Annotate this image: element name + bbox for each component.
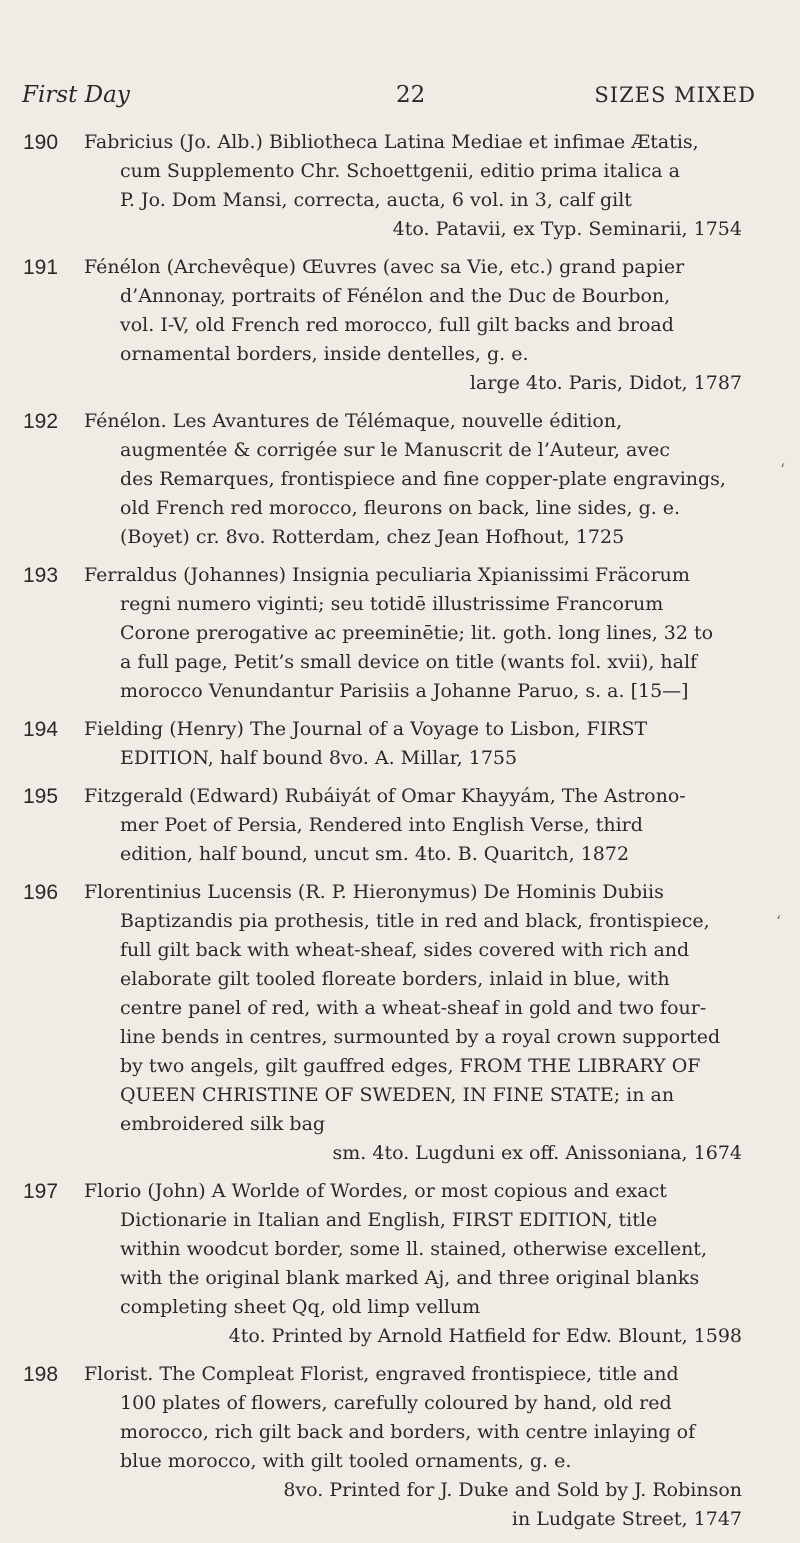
entry-line: Corone prerogative ac preeminētie; lit. goth. long lines, 32 to (120, 622, 714, 644)
lot-number: 196 (23, 881, 59, 904)
entry-line: a full page, Petit’s small device on title (wants fol. xvii), half (120, 651, 698, 673)
entry-line: Dictionarie in Italian and English, FIRST EDITION, title (120, 1209, 658, 1231)
entry-line: d’Annonay, portraits of Fénélon and the Duc de Bourbon, (120, 285, 671, 307)
entry-imprint: morocco Venundantur Parisiis a Johanne Paruo, s. a. [15—] (120, 680, 689, 702)
entry-text (84, 128, 742, 244)
entry-line: P. Jo. Dom Mansi, correcta, aucta, 6 vol. in 3, calf gilt (120, 189, 632, 211)
catalogue-entry (0, 128, 800, 244)
entry-line: Florist. The Compleat Florist, engraved frontispiece, title and (84, 1363, 679, 1385)
entry-line: full gilt back with wheat-sheaf, sides covered with rich and (120, 939, 690, 961)
entry-line: ornamental borders, inside dentelles, g. e. (120, 343, 529, 365)
entry-line: cum Supplemento Chr. Schoettgenii, editio prima italica a (120, 160, 680, 182)
entry-imprint: EDITION, half bound 8vo. A. Millar, 1755 (120, 747, 518, 769)
page-number: 22 (396, 82, 426, 108)
catalogue-entry (0, 1177, 800, 1351)
catalogue-entry (0, 1360, 800, 1534)
catalogue-entry (0, 715, 800, 773)
entry-line: centre panel of red, with a wheat-sheaf in gold and two four- (120, 997, 707, 1019)
entry-line: Fitzgerald (Edward) Rubáiyát of Omar Khayyám, The Astrono- (84, 785, 686, 807)
entry-line: old French red morocco, fleurons on back, line sides, g. e. (120, 497, 681, 519)
entry-line: Fénélon (Archevêque) Œuvres (avec sa Vie, etc.) grand papier (84, 256, 685, 278)
entry-line: augmentée & corrigée sur le Manuscrit de l’Auteur, avec (120, 439, 670, 461)
entry-line: line bends in centres, surmounted by a royal crown supported (120, 1026, 721, 1048)
entry-line: Fabricius (Jo. Alb.) Bibliotheca Latina Mediae et infimae Ætatis, (84, 131, 699, 153)
catalogue-entry (0, 878, 800, 1168)
entry-text (84, 253, 742, 398)
entry-text (84, 561, 742, 706)
lot-number: 198 (23, 1363, 59, 1386)
entry-line: regni numero viginti; seu totidē illustrissime Francorum (120, 593, 664, 615)
entry-imprint: large 4to. Paris, Didot, 1787 (469, 372, 742, 394)
entry-line: QUEEN CHRISTINE OF SWEDEN, IN FINE STATE; in an (120, 1084, 675, 1106)
entry-line: mer Poet of Persia, Rendered into English Verse, third (120, 814, 643, 836)
entry-imprint: edition, half bound, uncut sm. 4to. B. Quaritch, 1872 (120, 843, 630, 865)
entry-line: Florentinius Lucensis (R. P. Hieronymus) De Hominis Dubiis (84, 881, 664, 903)
entry-line: completing sheet Qq, old limp vellum (120, 1296, 481, 1318)
entry-line: blue morocco, with gilt tooled ornaments, g. e. (120, 1450, 572, 1472)
entry-line: with the original blank marked Aj, and three original blanks (120, 1267, 700, 1289)
lot-number: 191 (23, 256, 59, 279)
entry-imprint: 8vo. Printed for J. Duke and Sold by J. Robinson (283, 1479, 742, 1501)
catalogue-entry (0, 253, 800, 398)
entry-line: Fielding (Henry) The Journal of a Voyage to Lisbon, FIRST (84, 718, 648, 740)
entry-imprint: (Boyet) cr. 8vo. Rotterdam, chez Jean Hofhout, 1725 (120, 526, 625, 548)
entry-line: Florio (John) A Worlde of Wordes, or most copious and exact (84, 1180, 667, 1202)
lot-number: 197 (23, 1180, 59, 1203)
entry-text (84, 1177, 742, 1351)
entry-line: Baptizandis pia prothesis, title in red and black, frontispiece, (120, 910, 710, 932)
entry-text (84, 878, 742, 1168)
entry-text (84, 715, 742, 773)
entry-imprint: sm. 4to. Lugduni ex off. Anissoniana, 1674 (332, 1142, 742, 1164)
entry-line: Ferraldus (Johannes) Insignia peculiaria Xpianissimi Fräcorum (84, 564, 690, 586)
entry-line: morocco, rich gilt back and borders, with centre inlaying of (120, 1421, 696, 1443)
header-section: SIZES MIXED (594, 83, 756, 107)
entry-imprint: in Ludgate Street, 1747 (511, 1508, 742, 1530)
lot-number: 192 (23, 410, 59, 433)
entry-text (84, 407, 742, 552)
catalogue-entry (0, 561, 800, 706)
entry-line: Fénélon. Les Avantures de Télémaque, nouvelle édition, (84, 410, 623, 432)
entry-imprint: 4to. Printed by Arnold Hatfield for Edw. Blount, 1598 (228, 1325, 742, 1347)
lot-number: 190 (23, 131, 59, 154)
catalogue-entry (0, 782, 800, 869)
entry-line: 100 plates of flowers, carefully coloured by hand, old red (120, 1392, 672, 1414)
entry-line: embroidered silk bag (120, 1113, 326, 1135)
entries-list (0, 128, 800, 1543)
entry-imprint: 4to. Patavii, ex Typ. Seminarii, 1754 (392, 218, 742, 240)
entry-line: by two angels, gilt gauffred edges, FROM THE LIBRARY OF (120, 1055, 701, 1077)
lot-number: 193 (23, 564, 59, 587)
margin-mark: ‘ (776, 912, 782, 931)
entry-line: vol. I-V, old French red morocco, full gilt backs and broad (120, 314, 674, 336)
entry-line: elaborate gilt tooled floreate borders, inlaid in blue, with (120, 968, 670, 990)
page-header (22, 78, 778, 112)
entry-text (84, 1360, 742, 1534)
entry-text (84, 782, 742, 869)
header-day: First Day (22, 82, 130, 108)
lot-number: 195 (23, 785, 59, 808)
margin-mark: ‘ (780, 460, 786, 479)
lot-number: 194 (23, 718, 59, 741)
entry-line: within woodcut border, some ll. stained, otherwise excellent, (120, 1238, 707, 1260)
entry-line: des Remarques, frontispiece and fine copper-plate engravings, (120, 468, 726, 490)
catalogue-entry (0, 407, 800, 552)
